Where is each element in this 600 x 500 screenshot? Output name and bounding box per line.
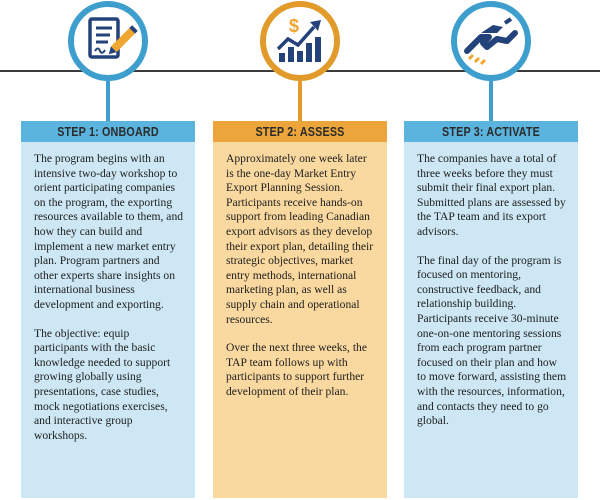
handshake-icon (457, 7, 525, 75)
step-assess (213, 0, 387, 500)
connector-stem (298, 81, 302, 121)
step-paragraph: Over the next three weeks, the TAP team follows up with participants to support further development of their plan. (226, 341, 367, 398)
step-paragraph: Approximately one week later is the one-day Market Entry Export Planning Session. Participants receive hands-on support from leading Canadian export advisors as they develop their export plan, detailing their strategic objectives, market entry methods, international marketing plan, as well as supply chain and operational resources. (226, 152, 374, 326)
step-body (21, 142, 195, 498)
step-body (404, 142, 578, 498)
step-onboard (21, 0, 195, 500)
step-header: STEP 3: ACTIVATE (442, 125, 540, 139)
step-paragraph: The program begins with an intensive two-day workshop to orient participating companies on the program, the exporting resources available to them, and how they can build and implement a new market entry plan. Program partners and other experts share insights on international business development and exporting. (34, 152, 184, 311)
step-paragraph: The companies have a total of three weeks before they must submit their final export plan. Submitted plans are assessed by the TAP team and its export advisors. (417, 152, 566, 238)
step-header: STEP 2: ASSESS (255, 125, 345, 139)
connector-stem (489, 81, 493, 121)
step-paragraph: The objective: equip participants with the basic knowledge needed to support growing globally using presentations, case studies, mock negotiations exercises, and interactive group workshops. (34, 326, 171, 442)
growth-chart-icon (266, 7, 334, 75)
step-paragraph: The final day of the program is focused on mentoring, constructive feedback, and relationship building. Participants receive 30-minute one-on-one mentoring sessions from each program partner focused on their plan and how to move forward, assisting them with the resources, information, and contacts they need to go global. (417, 253, 567, 428)
step-activate (404, 0, 578, 500)
document-pencil-icon (74, 7, 142, 75)
icon-circle (451, 1, 531, 81)
icon-circle (68, 1, 148, 81)
connector-stem (106, 81, 110, 121)
step-header: STEP 1: ONBOARD (57, 125, 159, 139)
dollar-symbol: $ (289, 16, 300, 36)
step-body (213, 142, 387, 498)
icon-circle (260, 1, 340, 81)
